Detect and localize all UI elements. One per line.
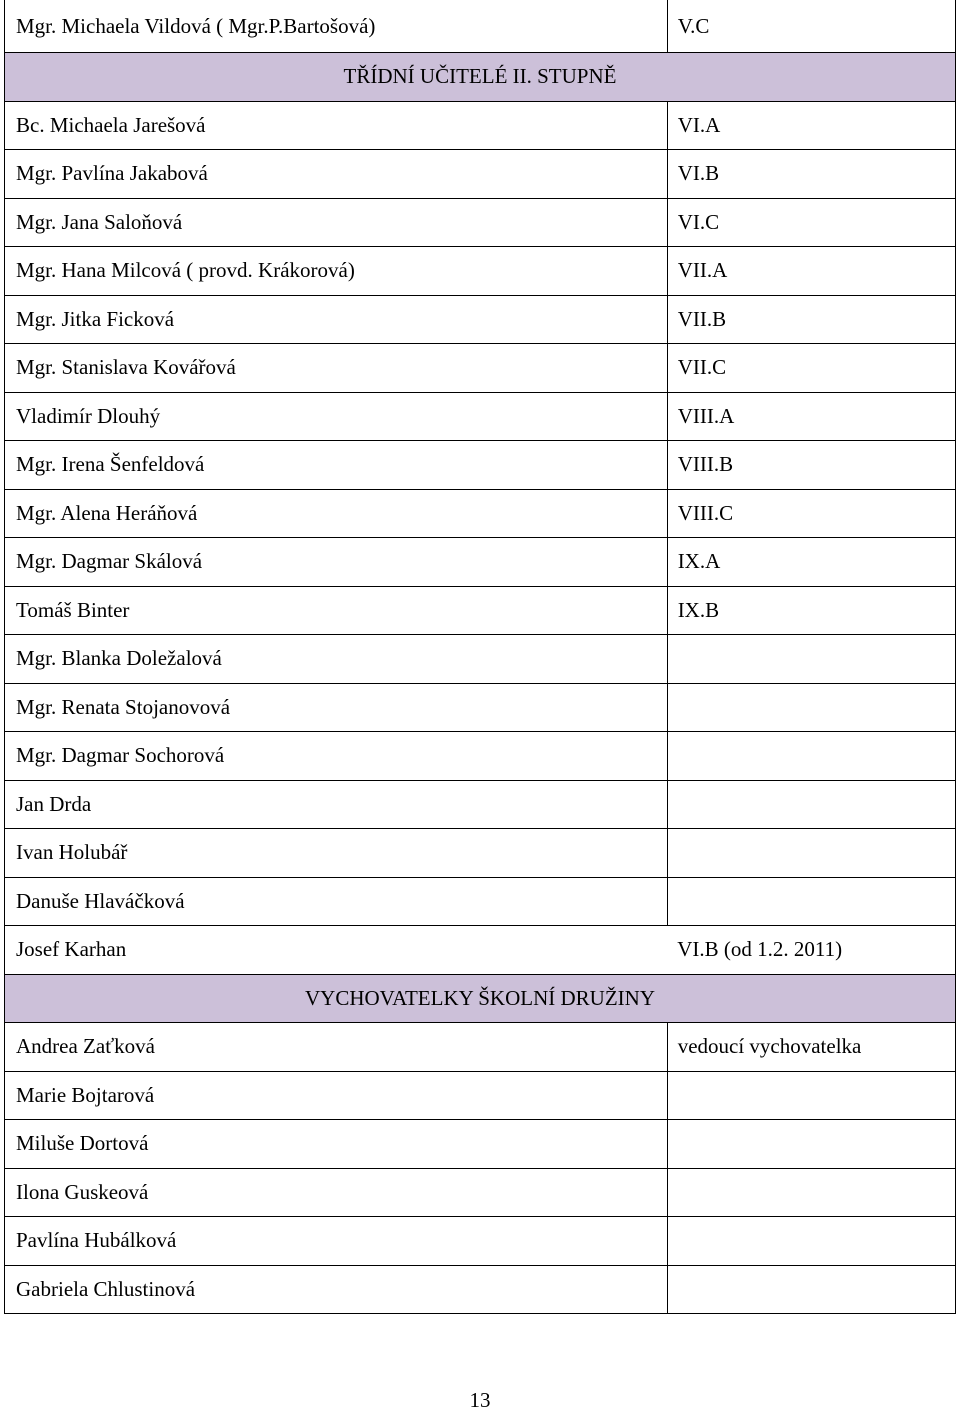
teacher-name: Mgr. Jitka Ficková bbox=[5, 295, 668, 344]
table-row bbox=[5, 295, 956, 344]
teacher-name: Mgr. Dagmar Sochorová bbox=[5, 732, 668, 781]
table-row bbox=[5, 198, 956, 247]
teacher-name: Mgr. Dagmar Skálová bbox=[5, 538, 668, 587]
section-header-second-grade bbox=[5, 53, 956, 102]
class-label bbox=[667, 635, 955, 684]
class-label: VI.C bbox=[667, 198, 955, 247]
teacher-name: Tomáš Binter bbox=[5, 586, 668, 635]
teacher-name: Marie Bojtarová bbox=[5, 1071, 668, 1120]
teacher-name: Mgr. Pavlína Jakabová bbox=[5, 150, 668, 199]
class-label: VI.B (od 1.2. 2011) bbox=[667, 926, 955, 975]
teacher-name: Mgr. Stanislava Kovářová bbox=[5, 344, 668, 393]
table-row bbox=[5, 247, 956, 296]
teacher-name: Mgr. Michaela Vildová ( Mgr.P.Bartošová) bbox=[5, 0, 668, 53]
table-row bbox=[5, 732, 956, 781]
teacher-name: Mgr. Irena Šenfeldová bbox=[5, 441, 668, 490]
teacher-name: Ilona Guskeová bbox=[5, 1168, 668, 1217]
class-label: VIII.A bbox=[667, 392, 955, 441]
table-row bbox=[5, 441, 956, 490]
staff-table bbox=[4, 0, 956, 1314]
class-label: VIII.B bbox=[667, 441, 955, 490]
teacher-name: Mgr. Renata Stojanovová bbox=[5, 683, 668, 732]
class-label: VII.A bbox=[667, 247, 955, 296]
section-title: TŘÍDNÍ UČITELÉ II. STUPNĚ bbox=[5, 53, 956, 102]
table-row bbox=[5, 683, 956, 732]
table-row bbox=[5, 877, 956, 926]
teacher-name: Vladimír Dlouhý bbox=[5, 392, 668, 441]
class-label bbox=[667, 780, 955, 829]
class-label: VI.A bbox=[667, 101, 955, 150]
section-title: VYCHOVATELKY ŠKOLNÍ DRUŽINY bbox=[5, 974, 956, 1023]
teacher-name: Danuše Hlaváčková bbox=[5, 877, 668, 926]
table-row bbox=[5, 538, 956, 587]
class-label bbox=[667, 732, 955, 781]
teacher-name: Pavlína Hubálková bbox=[5, 1217, 668, 1266]
teacher-name: Bc. Michaela Jarešová bbox=[5, 101, 668, 150]
class-label: V.C bbox=[667, 0, 955, 53]
teacher-name: Mgr. Blanka Doležalová bbox=[5, 635, 668, 684]
teacher-name: Mgr. Hana Milcová ( provd. Krákorová) bbox=[5, 247, 668, 296]
table-row bbox=[5, 1168, 956, 1217]
table-row bbox=[5, 1071, 956, 1120]
table-row bbox=[5, 1023, 956, 1072]
class-label bbox=[667, 1265, 955, 1314]
class-label: vedoucí vychovatelka bbox=[667, 1023, 955, 1072]
teacher-name: Jan Drda bbox=[5, 780, 668, 829]
class-label bbox=[667, 1120, 955, 1169]
teacher-name: Mgr. Alena Heráňová bbox=[5, 489, 668, 538]
table-row bbox=[5, 586, 956, 635]
table-row bbox=[5, 489, 956, 538]
class-label: IX.B bbox=[667, 586, 955, 635]
table-row bbox=[5, 1120, 956, 1169]
class-label bbox=[667, 829, 955, 878]
class-label bbox=[667, 1071, 955, 1120]
table-row bbox=[5, 1265, 956, 1314]
teacher-name: Gabriela Chlustinová bbox=[5, 1265, 668, 1314]
class-label: VI.B bbox=[667, 150, 955, 199]
class-label bbox=[667, 1217, 955, 1266]
class-label bbox=[667, 1168, 955, 1217]
teacher-name: Mgr. Jana Saloňová bbox=[5, 198, 668, 247]
table-row bbox=[5, 780, 956, 829]
class-label bbox=[667, 683, 955, 732]
class-label: IX.A bbox=[667, 538, 955, 587]
table-row bbox=[5, 344, 956, 393]
table-row bbox=[5, 635, 956, 684]
section-header-after-school bbox=[5, 974, 956, 1023]
teacher-name: Miluše Dortová bbox=[5, 1120, 668, 1169]
teacher-name: Ivan Holubář bbox=[5, 829, 668, 878]
table-row bbox=[5, 1217, 956, 1266]
class-label: VII.C bbox=[667, 344, 955, 393]
table-row bbox=[5, 392, 956, 441]
table-row bbox=[5, 101, 956, 150]
table-row bbox=[5, 0, 956, 53]
table-row bbox=[5, 926, 956, 975]
teacher-name: Josef Karhan bbox=[5, 926, 668, 975]
page-number: 13 bbox=[469, 1388, 491, 1412]
class-label bbox=[667, 877, 955, 926]
table-row bbox=[5, 150, 956, 199]
class-label: VIII.C bbox=[667, 489, 955, 538]
teacher-name: Andrea Zaťková bbox=[5, 1023, 668, 1072]
table-row bbox=[5, 829, 956, 878]
class-label: VII.B bbox=[667, 295, 955, 344]
